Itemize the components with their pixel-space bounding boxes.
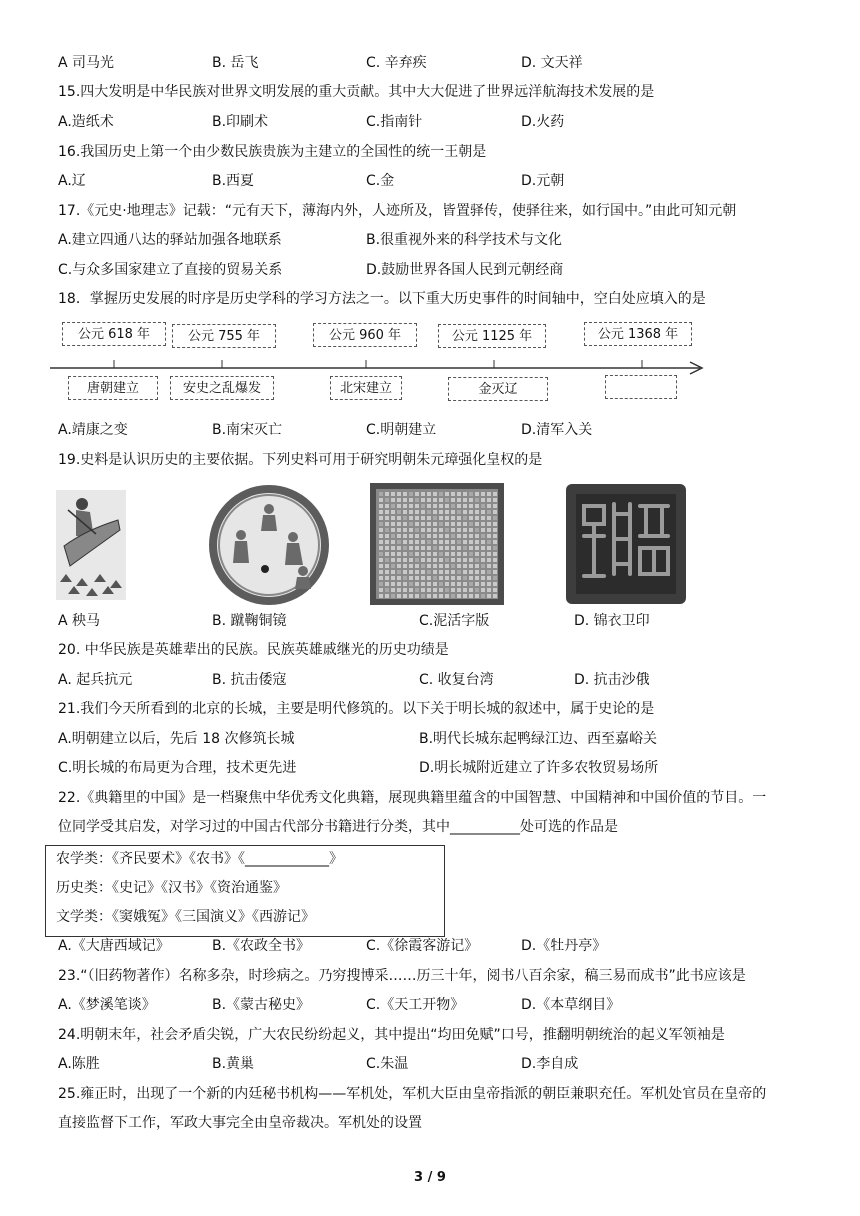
q20-stem: 20. 中华民族是英雄辈出的民族。民族英雄戚继光的历史功绩是 [58, 642, 449, 658]
jinyiwei-seal-image [566, 484, 686, 604]
agriculture-category: 农学类：《齐民要术》《农书》《____________》 [56, 851, 343, 867]
q19-option-b: B. 蹴鞠铜镜 [212, 613, 287, 629]
q23-option-a: A.《梦溪笔谈》 [58, 997, 156, 1013]
q20-option-b: B. 抗击倭寇 [212, 672, 287, 688]
q24-option-a: A.陈胜 [58, 1056, 100, 1072]
clay-movable-type-image [370, 483, 504, 605]
q21-option-d: D.明长城附近建立了许多农牧贸易场所 [419, 760, 659, 776]
q22-option-d: D.《牡丹亭》 [521, 938, 607, 954]
q15-option-a: A.造纸术 [58, 114, 114, 130]
timeline-event-3: 北宋建立 [330, 376, 402, 400]
q17-option-b: B.很重视外来的科学技术与文化 [366, 232, 563, 248]
timeline-event-1: 唐朝建立 [68, 376, 158, 400]
q15-option-b: B.印刷术 [212, 114, 269, 130]
q18-stem: 18．掌握历史发展的时序是历史学科的学习方法之一。以下重大历史事件的时间轴中，空白处应填入的是 [58, 291, 706, 307]
timeline-event-2: 安史之乱爆发 [170, 376, 274, 400]
q19-option-d: D. 锦衣卫印 [574, 613, 650, 629]
q14-option-c: C. 辛弃疾 [366, 55, 427, 71]
q21-option-a: A.明朝建立以后，先后 18 次修筑长城 [58, 731, 295, 747]
q19-option-c: C.泥活字版 [419, 613, 490, 629]
timeline-year-2: 公元 755 年 [172, 324, 276, 348]
q22-option-a: A.《大唐西域记》 [58, 938, 170, 954]
q22-option-b: B.《农政全书》 [212, 938, 311, 954]
q19-stem: 19.史料是认识历史的主要依据。下列史料可用于研究明朝朱元璋强化皇权的是 [58, 452, 543, 468]
q17-option-c: C.与众多国家建立了直接的贸易关系 [58, 262, 283, 278]
q17-option-d: D.鼓励世界各国人民到元朝经商 [366, 262, 564, 278]
timeline-year-3: 公元 960 年 [313, 323, 417, 347]
history-category: 历史类：《史记》《汉书》《资治通鉴》 [56, 880, 287, 896]
q24-stem: 24.明朝末年，社会矛盾尖锐，广大农民纷纷起义，其中提出“均田免赋”口号，推翻明朝统治的起义军领袖是 [58, 1027, 725, 1043]
q19-option-a: A 秧马 [58, 613, 101, 629]
q15-stem: 15.四大发明是中华民族对世界文明发展的重大贡献。其中大大促进了世界远洋航海技术发展的是 [58, 84, 655, 100]
q17-stem: 17.《元史·地理志》记载：“元有天下，薄海内外，人迹所及，皆置驿传，使驿往来，如行国中。”由此可知元朝 [58, 203, 737, 219]
page-number: 3 / 9 [414, 1170, 446, 1185]
q23-option-b: B.《蒙古秘史》 [212, 997, 311, 1013]
q22-stem-line1: 22.《典籍里的中国》是一档聚焦中华优秀文化典籍，展现典籍里蕴含的中国智慧、中国精神和中国价值的节目。一 [58, 790, 767, 806]
q24-option-d: D.李自成 [521, 1056, 579, 1072]
yangma-image [56, 490, 126, 600]
timeline-event-blank [605, 375, 677, 399]
cuju-bronze-mirror-image [207, 483, 331, 607]
q20-option-c: C. 收复台湾 [419, 672, 494, 688]
q22-option-c: C.《徐霞客游记》 [366, 938, 479, 954]
q21-option-b: B.明代长城东起鸭绿江边、西至嘉峪关 [419, 731, 658, 747]
q14-option-d: D. 文天祥 [521, 55, 583, 71]
q20-option-d: D. 抗击沙俄 [574, 672, 650, 688]
q23-option-c: C.《天工开物》 [366, 997, 465, 1013]
q18-option-d: D.清军入关 [521, 422, 593, 438]
q20-option-a: A. 起兵抗元 [58, 672, 133, 688]
q16-option-d: D.元朝 [521, 173, 565, 189]
q18-option-a: A.靖康之变 [58, 422, 128, 438]
q24-option-c: C.朱温 [366, 1056, 409, 1072]
timeline-year-1: 公元 618 年 [62, 322, 166, 346]
q25-stem-line2: 直接监督下工作，军政大事完全由皇帝裁决。军机处的设置 [58, 1115, 422, 1131]
q24-option-b: B.黄巢 [212, 1056, 255, 1072]
book-classification-box [45, 845, 445, 937]
q16-option-b: B.西夏 [212, 173, 255, 189]
q14-option-b: B. 岳飞 [212, 55, 259, 71]
q25-stem-line1: 25.雍正时，出现了一个新的内廷秘书机构——军机处，军机大臣由皇帝指派的朝臣兼职充任。军机处官员在皇帝的 [58, 1086, 767, 1102]
timeline-event-4: 金灭辽 [448, 377, 548, 401]
q18-option-c: C.明朝建立 [366, 422, 437, 438]
q17-option-a: A.建立四通八达的驿站加强各地联系 [58, 232, 282, 248]
q21-option-c: C.明长城的布局更为合理，技术更先进 [58, 760, 297, 776]
q15-option-c: C.指南针 [366, 114, 423, 130]
q23-stem: 23.“（旧药物著作）名称多杂，时珍病之。乃穷搜博采……历三十年，阅书八百余家，稿三易而成书”此书应该是 [58, 968, 746, 984]
q16-option-a: A.辽 [58, 173, 86, 189]
q21-stem: 21.我们今天所看到的北京的长城，主要是明代修筑的。以下关于明长城的叙述中，属于史论的是 [58, 701, 655, 717]
q15-option-d: D.火药 [521, 114, 565, 130]
q16-stem: 16.我国历史上第一个由少数民族贵族为主建立的全国性的统一王朝是 [58, 144, 487, 160]
q14-option-a: A 司马光 [58, 55, 115, 71]
timeline-year-4: 公元 1125 年 [438, 324, 546, 348]
q18-option-b: B.南宋灭亡 [212, 422, 283, 438]
q22-stem-line2: 位同学受其启发，对学习过的中国古代部分书籍进行分类，其中__________处可选的作品是 [58, 819, 618, 835]
timeline-year-5: 公元 1368 年 [584, 322, 692, 346]
literature-category: 文学类：《窦娥冤》《三国演义》《西游记》 [56, 909, 315, 925]
q23-option-d: D.《本草纲目》 [521, 997, 621, 1013]
timeline-axis [50, 360, 710, 376]
q16-option-c: C.金 [366, 173, 395, 189]
